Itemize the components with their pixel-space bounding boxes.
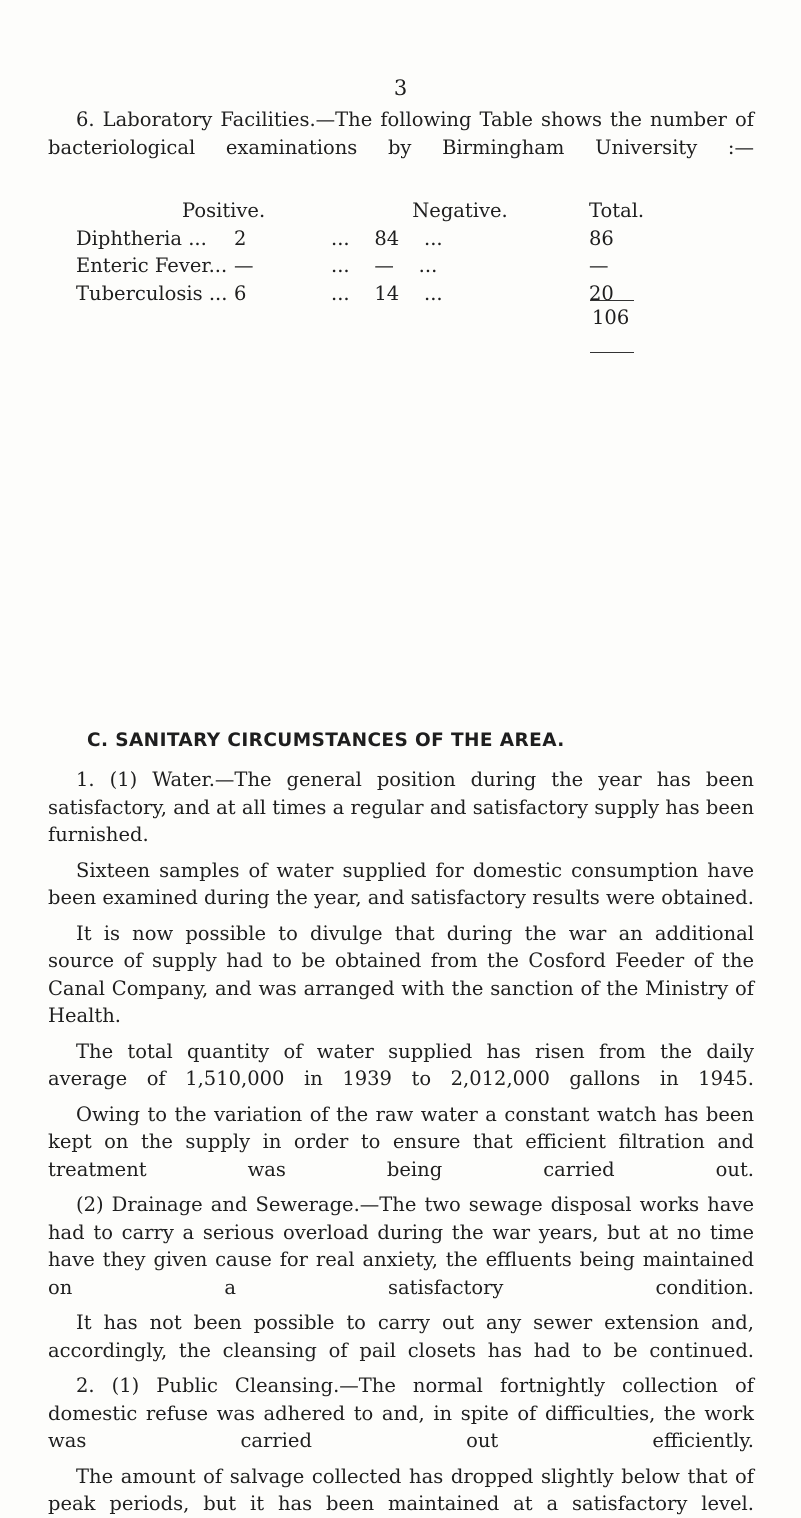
section-heading: C. SANITARY CIRCUMSTANCES OF THE AREA. xyxy=(87,730,565,751)
row-negative: 84 xyxy=(374,226,400,250)
row-total: 20 xyxy=(589,281,614,305)
table-row: Tuberculosis ... 6 ... 14 ... 20 xyxy=(76,281,614,305)
para-cleansing: 2. (1) Public Cleansing.—The normal fortnightly collection of domestic refuse was adhered to and, in spite of difficulties, the work was carried out efficiently. xyxy=(48,1374,754,1452)
header-total: Total. xyxy=(589,199,645,223)
total-rule-bottom xyxy=(590,352,634,353)
para-raw-water: Owing to the variation of the raw water a constant watch has been kept on the supply in order to ensure that efficient filtration and treatment was being carried out. xyxy=(48,1102,754,1181)
para-quantity: The total quantity of water supplied has risen from the daily average of 1,510,000 in 1939 to 2,012,000 gallons in 1945. xyxy=(48,1039,754,1090)
row-positive: 6 xyxy=(234,281,247,305)
row-total: — xyxy=(589,254,609,278)
para-water: 1. (1) Water.—The general position during the year has been satisfactory, and at all times a regular and satisfactory supply has been furnished. xyxy=(48,768,754,846)
header-positive: Positive. xyxy=(182,199,266,223)
lab-intro xyxy=(48,106,754,161)
row-negative: 14 xyxy=(374,281,400,305)
row-positive: 2 xyxy=(234,226,247,250)
row-positive: — xyxy=(234,254,254,278)
para-sewer: It has not been possible to carry out any sewer extension and, accordingly, the cleansing of pail closets has had to be continued. xyxy=(48,1311,754,1362)
page-number: 3 xyxy=(393,76,408,100)
table-row: Enteric Fever... — ... — ... — xyxy=(76,254,609,278)
lab-intro-text: 6. Laboratory Facilities.—The following Table shows the number of bacteriological examinations by Birmingham University :— xyxy=(48,108,754,159)
table-row: Diphtheria ... 2 ... 84 ... 86 xyxy=(76,226,614,250)
header-negative: Negative. xyxy=(412,199,508,223)
body-text xyxy=(48,766,754,1518)
lab-table-header xyxy=(76,197,719,225)
para-drainage: (2) Drainage and Sewerage.—The two sewage disposal works have had to carry a serious overload during the war years, but at no time have they given cause for real anxiety, the effluents being maintained on a satisfactory condition. xyxy=(48,1193,754,1299)
grand-total: 106 xyxy=(592,306,630,329)
lab-table xyxy=(76,197,719,307)
row-name: Diphtheria xyxy=(76,226,183,250)
total-rule-top xyxy=(590,300,634,301)
row-name: Enteric Fever xyxy=(76,254,209,278)
row-total: 86 xyxy=(589,226,614,250)
row-negative: — xyxy=(374,254,394,278)
para-war-source: It is now possible to divulge that during the war an additional source of supply had to be obtained from the Cosford Feeder of the Canal Company, and was arranged with the sanction of the Ministry of Health. xyxy=(48,921,754,1027)
row-name: Tuberculosis xyxy=(76,281,203,305)
para-samples: Sixteen samples of water supplied for domestic consumption have been examined during the year, and satisfactory results were obtained. xyxy=(48,858,754,909)
para-salvage: The amount of salvage collected has dropped slightly below that of peak periods, but it has been maintained at a satisfactory level. xyxy=(48,1464,754,1515)
